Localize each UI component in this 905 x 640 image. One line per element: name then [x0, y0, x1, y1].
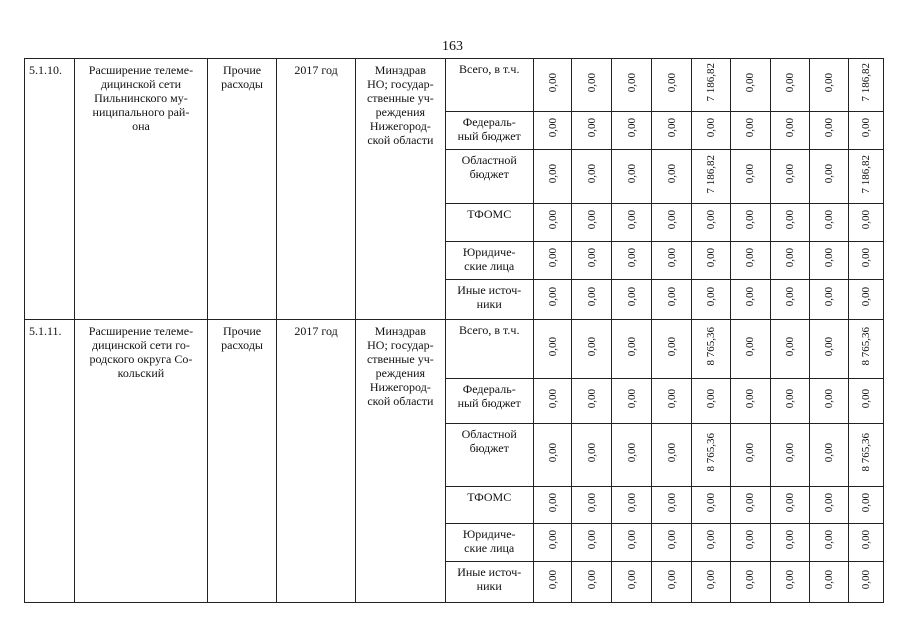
amount-cell: [730, 150, 770, 204]
amount-cell: [849, 242, 884, 280]
amount-cell: [810, 487, 849, 524]
amount-cell: [612, 487, 652, 524]
amount-value: 0,00: [783, 442, 796, 463]
amount-cell: [730, 280, 770, 320]
amount-value: 0,00: [546, 210, 559, 230]
amount-cell: [770, 424, 810, 487]
amount-cell: [770, 320, 810, 379]
amount-value: 0,00: [783, 118, 796, 138]
amount-value: 0,00: [823, 492, 836, 513]
amount-cell: [770, 242, 810, 280]
amount-value: 0,00: [783, 530, 796, 550]
amount-value: 0,00: [783, 72, 796, 93]
amount-cell: [849, 280, 884, 320]
amount-value: 0,00: [704, 388, 717, 409]
amount-cell: [770, 524, 810, 562]
amount-cell: [533, 59, 572, 112]
amount-cell: [652, 487, 692, 524]
amount-value: 0,00: [744, 210, 757, 230]
amount-value: 0,00: [665, 164, 678, 184]
amount-cell: [533, 524, 572, 562]
item-name: Расширение телеме- дицинской сети го- родского округа Со- кольский: [75, 320, 208, 603]
amount-value: 0,00: [665, 248, 678, 268]
amount-cell: [533, 150, 572, 204]
amount-value: 0,00: [823, 569, 836, 590]
amount-value: 0,00: [823, 530, 836, 550]
amount-value: 0,00: [665, 210, 678, 230]
amount-cell: [533, 562, 572, 603]
amount-cell: [849, 524, 884, 562]
amount-value: 0,00: [546, 164, 559, 184]
amount-cell: [770, 59, 810, 112]
amount-value: 0,00: [704, 248, 717, 268]
amount-value: 0,00: [783, 569, 796, 590]
amount-cell: [849, 562, 884, 603]
funding-source: Федераль- ный бюджет: [445, 379, 533, 424]
amount-cell: [691, 242, 730, 280]
amount-cell: [730, 562, 770, 603]
table-row: [25, 320, 884, 379]
amount-cell: [770, 487, 810, 524]
amount-value: 0,00: [546, 442, 559, 463]
budget-table: [24, 58, 884, 603]
funding-source: ТФОМС: [445, 487, 533, 524]
amount-value: 0,00: [546, 388, 559, 409]
amount-value: 8 765,36: [860, 433, 873, 472]
executor: Минздрав НО; государ- ственные уч- реждения Нижегород- ской области: [355, 59, 445, 320]
amount-cell: [572, 379, 612, 424]
funding-source: Юридиче- ские лица: [445, 242, 533, 280]
amount-value: 8 765,36: [704, 433, 717, 472]
amount-value: 0,00: [665, 336, 678, 357]
amount-cell: [652, 424, 692, 487]
amount-value: 8 765,36: [860, 327, 873, 366]
amount-value: 0,00: [625, 164, 638, 184]
amount-cell: [730, 487, 770, 524]
amount-cell: [810, 320, 849, 379]
amount-value: 0,00: [665, 72, 678, 93]
amount-cell: [572, 150, 612, 204]
amount-value: 0,00: [744, 442, 757, 463]
amount-value: 0,00: [585, 248, 598, 268]
amount-cell: [810, 280, 849, 320]
amount-cell: [612, 280, 652, 320]
amount-cell: [810, 150, 849, 204]
amount-value: 0,00: [546, 287, 559, 307]
amount-value: 0,00: [625, 442, 638, 463]
amount-value: 0,00: [744, 248, 757, 268]
amount-cell: [612, 112, 652, 150]
amount-cell: [572, 424, 612, 487]
amount-cell: [691, 424, 730, 487]
amount-cell: [770, 204, 810, 242]
item-code: 5.1.11.: [25, 320, 75, 603]
amount-cell: [770, 280, 810, 320]
page-number: 163: [442, 39, 463, 54]
amount-cell: [612, 320, 652, 379]
amount-value: 0,00: [744, 388, 757, 409]
amount-value: 0,00: [585, 569, 598, 590]
amount-value: 0,00: [783, 210, 796, 230]
amount-cell: [770, 150, 810, 204]
amount-value: 0,00: [585, 210, 598, 230]
amount-cell: [730, 320, 770, 379]
funding-source: ТФОМС: [445, 204, 533, 242]
amount-value: 0,00: [783, 492, 796, 513]
period: 2017 год: [277, 59, 356, 320]
amount-cell: [730, 112, 770, 150]
amount-cell: [730, 242, 770, 280]
amount-cell: [691, 112, 730, 150]
amount-cell: [810, 59, 849, 112]
amount-value: 0,00: [625, 530, 638, 550]
amount-value: 0,00: [823, 72, 836, 93]
amount-cell: [770, 562, 810, 603]
amount-value: 0,00: [704, 118, 717, 138]
amount-cell: [810, 379, 849, 424]
amount-cell: [810, 204, 849, 242]
amount-cell: [652, 150, 692, 204]
amount-value: 7 186,82: [860, 63, 873, 102]
amount-cell: [572, 59, 612, 112]
amount-cell: [849, 150, 884, 204]
amount-cell: [652, 280, 692, 320]
amount-cell: [612, 379, 652, 424]
amount-cell: [652, 59, 692, 112]
amount-value: 0,00: [625, 492, 638, 513]
table-row: [25, 59, 884, 112]
funding-source: Областной бюджет: [445, 424, 533, 487]
amount-cell: [810, 524, 849, 562]
amount-cell: [572, 280, 612, 320]
amount-value: 0,00: [704, 530, 717, 550]
amount-value: 0,00: [665, 442, 678, 463]
amount-value: 0,00: [860, 287, 873, 307]
funding-source: Юридиче- ские лица: [445, 524, 533, 562]
amount-value: 0,00: [585, 388, 598, 409]
amount-value: 0,00: [546, 118, 559, 138]
expense-type: Прочие расходы: [207, 59, 276, 320]
amount-value: 0,00: [823, 287, 836, 307]
amount-cell: [652, 112, 692, 150]
amount-cell: [572, 204, 612, 242]
amount-value: 0,00: [823, 442, 836, 463]
amount-value: 0,00: [585, 530, 598, 550]
amount-cell: [533, 320, 572, 379]
amount-value: 0,00: [783, 336, 796, 357]
amount-value: 0,00: [744, 118, 757, 138]
amount-value: 0,00: [546, 336, 559, 357]
amount-value: 0,00: [823, 388, 836, 409]
amount-cell: [810, 562, 849, 603]
amount-value: 0,00: [625, 72, 638, 93]
amount-value: 0,00: [823, 164, 836, 184]
amount-cell: [572, 562, 612, 603]
amount-cell: [572, 242, 612, 280]
amount-value: 0,00: [546, 569, 559, 590]
amount-cell: [849, 204, 884, 242]
amount-cell: [612, 562, 652, 603]
amount-cell: [730, 524, 770, 562]
funding-source: Областной бюджет: [445, 150, 533, 204]
funding-source: Всего, в т.ч.: [445, 59, 533, 112]
amount-value: 0,00: [665, 492, 678, 513]
amount-value: 0,00: [783, 248, 796, 268]
amount-cell: [533, 242, 572, 280]
amount-cell: [533, 280, 572, 320]
amount-value: 0,00: [860, 210, 873, 230]
amount-cell: [652, 524, 692, 562]
amount-value: 0,00: [744, 492, 757, 513]
amount-value: 0,00: [744, 287, 757, 307]
amount-cell: [652, 320, 692, 379]
amount-cell: [691, 379, 730, 424]
funding-source: Иные источ- ники: [445, 562, 533, 603]
amount-value: 7 186,82: [860, 154, 873, 194]
amount-cell: [572, 487, 612, 524]
amount-cell: [572, 524, 612, 562]
amount-value: 0,00: [704, 287, 717, 307]
funding-source: Федераль- ный бюджет: [445, 112, 533, 150]
amount-cell: [691, 562, 730, 603]
amount-value: 0,00: [585, 72, 598, 93]
amount-value: 0,00: [546, 72, 559, 93]
amount-cell: [810, 242, 849, 280]
amount-value: 0,00: [823, 336, 836, 357]
amount-cell: [533, 379, 572, 424]
amount-value: 0,00: [625, 569, 638, 590]
funding-source: Иные источ- ники: [445, 280, 533, 320]
amount-value: 0,00: [744, 164, 757, 184]
amount-cell: [572, 112, 612, 150]
period: 2017 год: [277, 320, 356, 603]
amount-value: 0,00: [860, 530, 873, 550]
amount-value: 0,00: [823, 210, 836, 230]
amount-cell: [691, 204, 730, 242]
amount-cell: [849, 487, 884, 524]
amount-cell: [533, 487, 572, 524]
amount-cell: [730, 204, 770, 242]
amount-value: 0,00: [860, 388, 873, 409]
amount-cell: [849, 424, 884, 487]
amount-value: 0,00: [665, 118, 678, 138]
amount-value: 7 186,82: [704, 154, 717, 194]
amount-value: 0,00: [585, 492, 598, 513]
amount-value: 0,00: [546, 248, 559, 268]
amount-value: 0,00: [783, 388, 796, 409]
amount-cell: [612, 524, 652, 562]
amount-cell: [730, 379, 770, 424]
amount-value: 0,00: [744, 336, 757, 357]
amount-value: 0,00: [704, 492, 717, 513]
amount-cell: [770, 379, 810, 424]
amount-cell: [810, 112, 849, 150]
amount-cell: [533, 204, 572, 242]
amount-value: 0,00: [744, 569, 757, 590]
amount-value: 0,00: [665, 287, 678, 307]
amount-value: 0,00: [860, 492, 873, 513]
amount-value: 0,00: [823, 248, 836, 268]
amount-value: 0,00: [823, 118, 836, 138]
amount-value: 0,00: [860, 248, 873, 268]
amount-value: 0,00: [625, 287, 638, 307]
amount-cell: [691, 320, 730, 379]
amount-value: 0,00: [860, 569, 873, 590]
amount-value: 0,00: [625, 336, 638, 357]
amount-value: 0,00: [665, 569, 678, 590]
amount-cell: [770, 112, 810, 150]
amount-cell: [612, 150, 652, 204]
amount-value: 0,00: [665, 388, 678, 409]
amount-value: 0,00: [585, 336, 598, 357]
amount-value: 0,00: [744, 530, 757, 550]
amount-value: 0,00: [585, 287, 598, 307]
amount-cell: [730, 59, 770, 112]
amount-value: 0,00: [665, 530, 678, 550]
amount-value: 0,00: [585, 164, 598, 184]
amount-value: 0,00: [625, 118, 638, 138]
amount-cell: [533, 112, 572, 150]
amount-cell: [652, 242, 692, 280]
amount-cell: [612, 424, 652, 487]
amount-value: 8 765,36: [704, 327, 717, 366]
amount-value: 0,00: [783, 164, 796, 184]
executor: Минздрав НО; государ- ственные уч- реждения Нижегород- ской области: [355, 320, 445, 603]
funding-source: Всего, в т.ч.: [445, 320, 533, 379]
amount-cell: [652, 562, 692, 603]
amount-cell: [652, 379, 692, 424]
amount-cell: [810, 424, 849, 487]
amount-cell: [612, 59, 652, 112]
amount-value: 0,00: [585, 118, 598, 138]
amount-cell: [533, 424, 572, 487]
amount-value: 0,00: [625, 248, 638, 268]
amount-value: 0,00: [704, 569, 717, 590]
amount-value: 7 186,82: [704, 63, 717, 102]
item-code: 5.1.10.: [25, 59, 75, 320]
amount-value: 0,00: [546, 530, 559, 550]
item-name: Расширение телеме- дицинской сети Пильнинского му- ниципального рай- она: [75, 59, 208, 320]
amount-value: 0,00: [625, 210, 638, 230]
amount-cell: [730, 424, 770, 487]
amount-cell: [691, 280, 730, 320]
amount-cell: [849, 379, 884, 424]
amount-cell: [652, 204, 692, 242]
amount-value: 0,00: [546, 492, 559, 513]
amount-cell: [691, 59, 730, 112]
amount-value: 0,00: [783, 287, 796, 307]
amount-cell: [691, 524, 730, 562]
amount-cell: [849, 59, 884, 112]
amount-value: 0,00: [744, 72, 757, 93]
amount-cell: [572, 320, 612, 379]
amount-cell: [849, 320, 884, 379]
amount-cell: [691, 487, 730, 524]
amount-cell: [612, 204, 652, 242]
expense-type: Прочие расходы: [207, 320, 276, 603]
amount-value: 0,00: [585, 442, 598, 463]
amount-cell: [691, 150, 730, 204]
amount-cell: [612, 242, 652, 280]
amount-value: 0,00: [704, 210, 717, 230]
amount-cell: [849, 112, 884, 150]
amount-value: 0,00: [625, 388, 638, 409]
amount-value: 0,00: [860, 118, 873, 138]
